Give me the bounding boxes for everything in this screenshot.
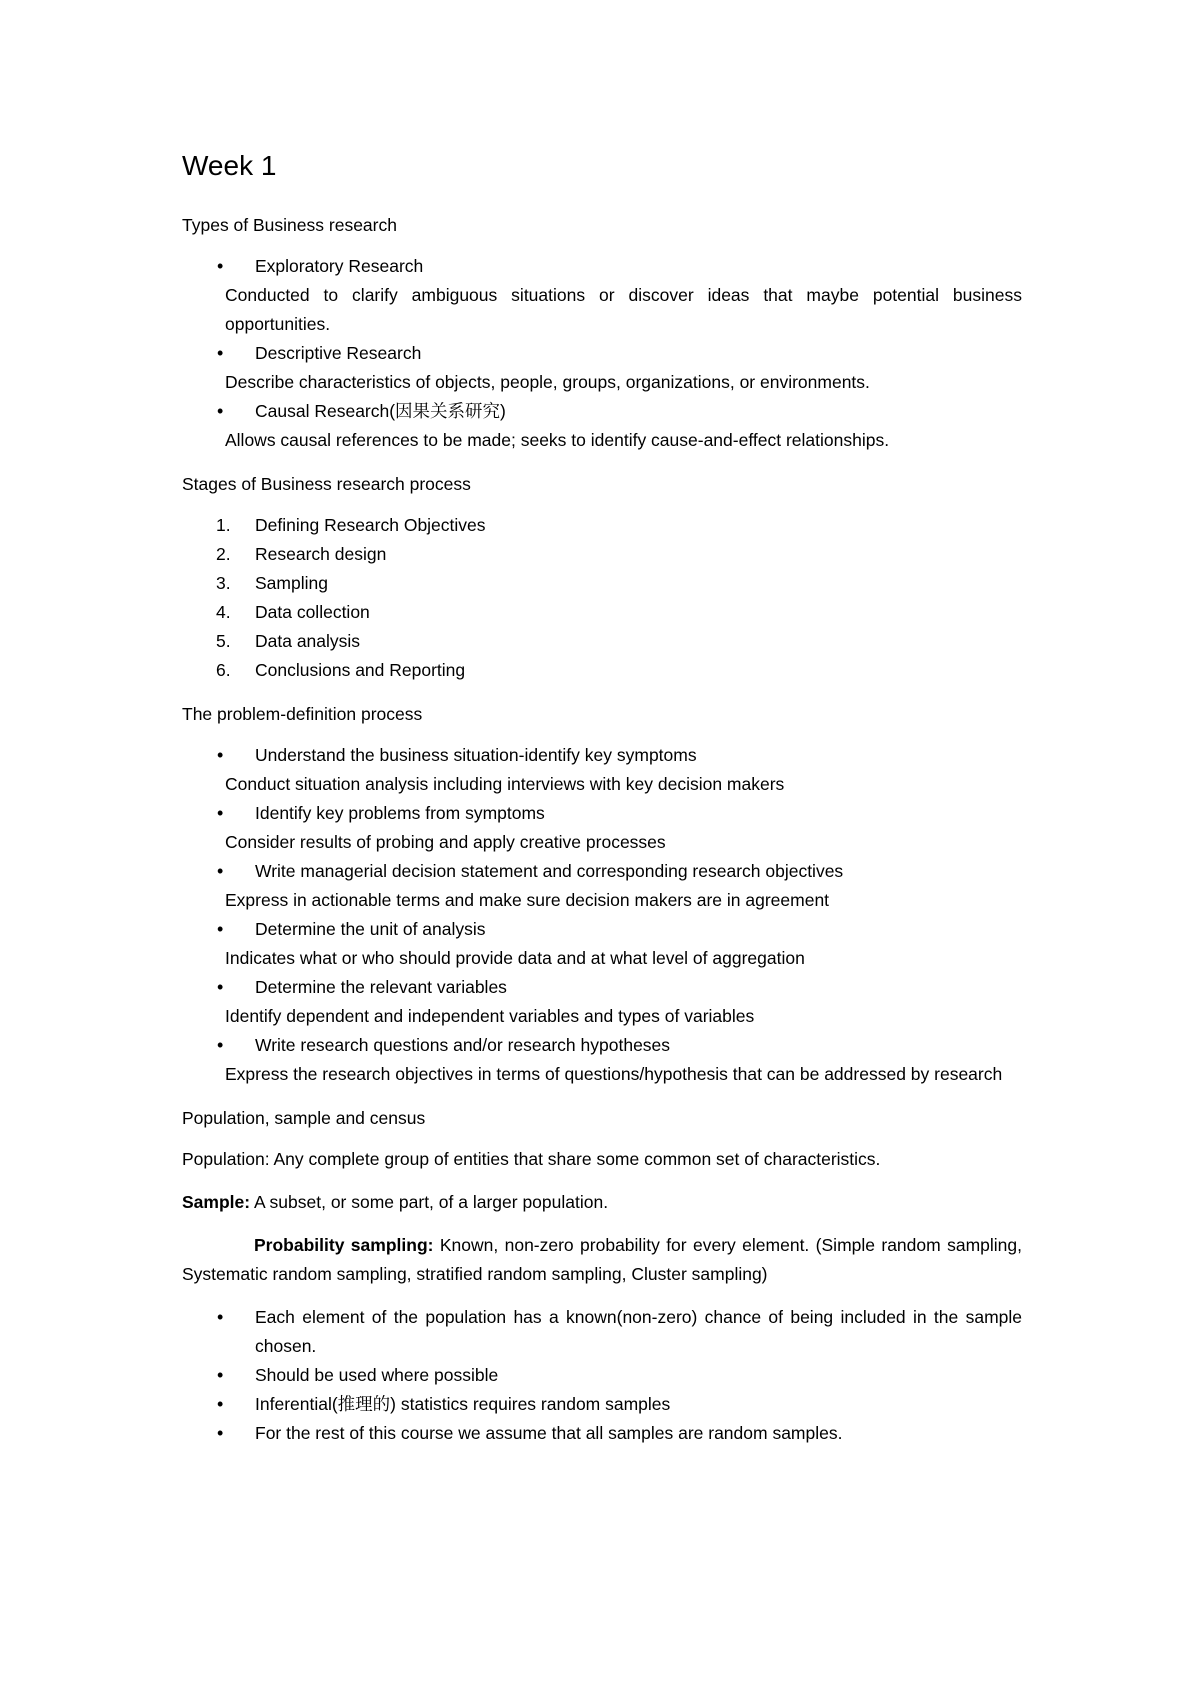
list-item: • Determine the relevant variables bbox=[182, 973, 1022, 1002]
list-item bbox=[182, 627, 1022, 656]
problem-list bbox=[182, 741, 1022, 1089]
sample-label: Sample: bbox=[182, 1192, 251, 1212]
list-item: • Write managerial decision statement and corresponding research objectives bbox=[182, 857, 1022, 886]
list-item: • Exploratory Research bbox=[182, 252, 1022, 281]
list-item bbox=[182, 540, 1022, 569]
list-item-label: Research design bbox=[255, 544, 387, 564]
list-item-label: Data analysis bbox=[255, 631, 361, 651]
list-item-label: Data collection bbox=[255, 602, 370, 622]
list-item bbox=[182, 511, 1022, 540]
probability-sampling-text: Known, non-zero probability for every element. (Simple random sampling, Systematic random sampling, stratified random sampling, Cluster sampling) bbox=[182, 1235, 1022, 1284]
list-item-description: Consider results of probing and apply creative processes bbox=[225, 832, 666, 852]
list-item bbox=[182, 598, 1022, 627]
list-item-description: Conduct situation analysis including interviews with key decision makers bbox=[225, 774, 785, 794]
list-item: • Causal Research(因果关系研究) bbox=[182, 397, 1022, 426]
problem-heading: The problem-definition process bbox=[182, 704, 423, 724]
list-number: 3. bbox=[216, 573, 231, 593]
page-title: Week 1 bbox=[182, 150, 277, 181]
list-item: • Determine the unit of analysis bbox=[182, 915, 1022, 944]
types-list bbox=[182, 252, 1022, 455]
population-text: Any complete group of entities that share some common set of characteristics. bbox=[269, 1149, 881, 1169]
list-item-description: Express in actionable terms and make sure decision makers are in agreement bbox=[225, 890, 830, 910]
list-item bbox=[182, 656, 1022, 685]
list-number: 2. bbox=[216, 544, 231, 564]
list-number: 4. bbox=[216, 602, 231, 622]
types-heading: Types of Business research bbox=[182, 215, 397, 235]
list-item: • Inferential(推理的) statistics requires random samples bbox=[182, 1390, 1022, 1419]
list-number: 1. bbox=[216, 515, 231, 535]
probability-sampling-label: Probability sampling: bbox=[254, 1235, 434, 1255]
stages-heading: Stages of Business research process bbox=[182, 474, 471, 494]
list-item: • Identify key problems from symptoms bbox=[182, 799, 1022, 828]
list-item: • Should be used where possible bbox=[182, 1361, 1022, 1390]
list-item: • For the rest of this course we assume that all samples are random samples. bbox=[182, 1419, 1022, 1448]
probability-sampling-paragraph bbox=[182, 1231, 1022, 1289]
list-item-description: Describe characteristics of objects, people, groups, organizations, or environments. bbox=[225, 372, 870, 392]
list-item: • Descriptive Research bbox=[182, 339, 1022, 368]
probability-list bbox=[182, 1303, 1022, 1448]
list-item-description: Allows causal references to be made; seeks to identify cause-and-effect relationships. bbox=[225, 430, 890, 450]
sample-definition bbox=[182, 1188, 1022, 1217]
list-item-description: Indicates what or who should provide data and at what level of aggregation bbox=[225, 948, 805, 968]
list-item-label: Conclusions and Reporting bbox=[255, 660, 466, 680]
list-item: • Understand the business situation-identify key symptoms bbox=[182, 741, 1022, 770]
list-item: • Write research questions and/or research hypotheses bbox=[182, 1031, 1022, 1060]
sample-text: A subset, or some part, of a larger population. bbox=[250, 1192, 609, 1212]
list-number: 6. bbox=[216, 660, 231, 680]
stages-list bbox=[182, 511, 1022, 685]
list-item-description: Express the research objectives in terms of questions/hypothesis that can be addressed by research bbox=[225, 1064, 1003, 1084]
list-item: • Each element of the population has a known(non-zero) chance of being included in the sample chosen. bbox=[182, 1303, 1022, 1361]
list-item bbox=[182, 569, 1022, 598]
population-label: Population: bbox=[182, 1149, 270, 1169]
population-heading: Population, sample and census bbox=[182, 1108, 426, 1128]
list-number: 5. bbox=[216, 631, 231, 651]
list-item-label: Sampling bbox=[255, 573, 328, 593]
list-item-description: Conducted to clarify ambiguous situations or discover ideas that maybe potential business opportunities. bbox=[225, 285, 1022, 334]
list-item-description: Identify dependent and independent variables and types of variables bbox=[225, 1006, 755, 1026]
list-item-label: Defining Research Objectives bbox=[255, 515, 486, 535]
document-page bbox=[182, 148, 1022, 1448]
population-definition bbox=[182, 1145, 1022, 1174]
